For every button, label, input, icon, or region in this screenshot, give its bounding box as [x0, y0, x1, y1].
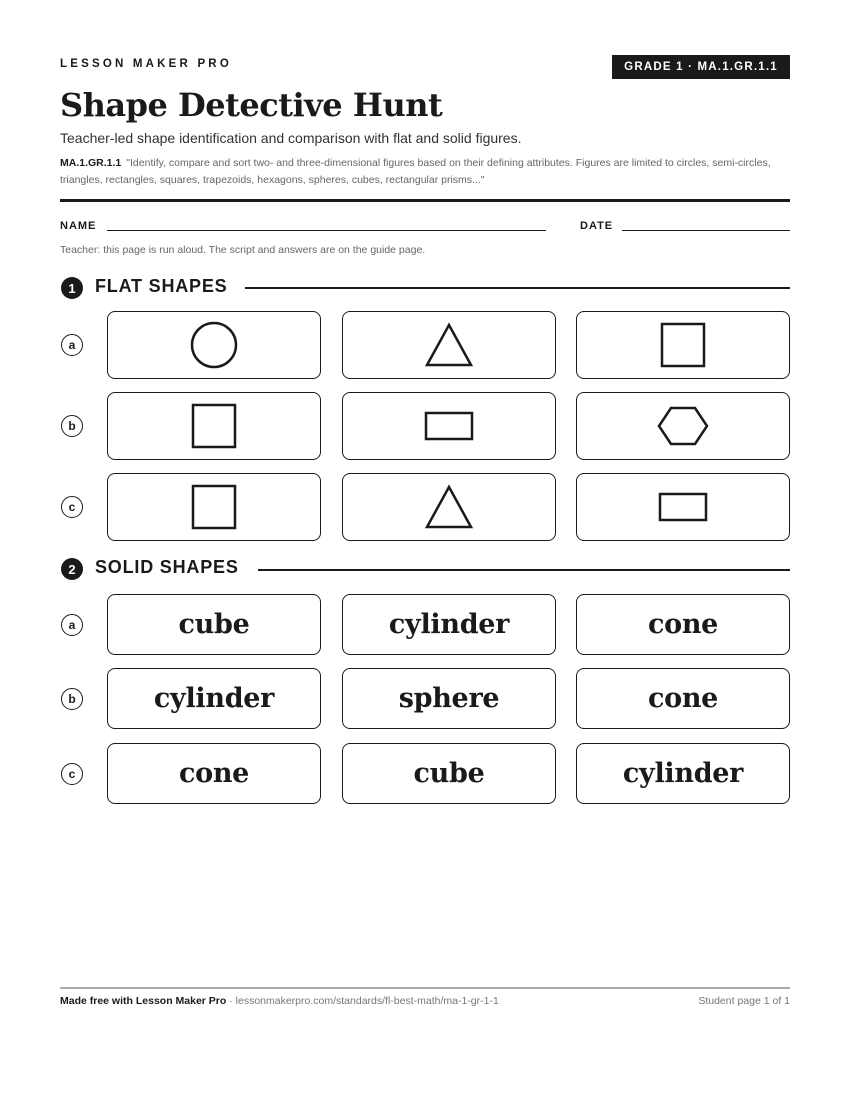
word-card[interactable] [576, 668, 790, 729]
word-card[interactable] [576, 743, 790, 804]
shape-card[interactable] [576, 392, 790, 460]
solid-shape-word: sphere [398, 683, 500, 714]
triangle-icon [424, 322, 474, 368]
footer-page-number: Student page 1 of 1 [698, 995, 790, 1007]
standard-description [60, 155, 790, 189]
word-card[interactable] [107, 594, 321, 655]
section-title-solid-shapes: SOLID SHAPES [95, 557, 239, 577]
circle-icon [189, 320, 239, 370]
row-letter-b: b [61, 415, 83, 437]
word-card[interactable] [342, 743, 556, 804]
page-title: Shape Detective Hunt [60, 86, 443, 124]
footer-divider [60, 987, 790, 989]
section-number-2: 2 [61, 558, 83, 580]
section-number-1: 1 [61, 277, 83, 299]
footer-credit [60, 995, 499, 1007]
page-subtitle: Teacher-led shape identification and comparison with flat and solid figures. [60, 130, 522, 146]
section-divider [245, 287, 790, 289]
word-card[interactable] [576, 594, 790, 655]
brand-name: LESSON MAKER PRO [60, 58, 232, 70]
standard-code: MA.1.GR.1.1 [60, 157, 122, 169]
rectangle-icon [424, 411, 474, 441]
shape-card[interactable] [576, 473, 790, 541]
standard-text: "Identify, compare and sort two- and three-dimensional figures based on their defining attributes. Figures are limited to circles, semi-circles, triangles, rectangles, squares, trapezoids, hexagons, spheres, cubes, rectangular prisms..." [60, 157, 771, 186]
square-icon [660, 322, 706, 368]
hexagon-icon [657, 405, 709, 447]
rectangle-icon [658, 492, 708, 522]
shape-card[interactable] [342, 311, 556, 379]
section-divider [258, 569, 790, 571]
shape-card[interactable] [107, 392, 321, 460]
row-letter-c: c [61, 496, 83, 518]
shape-card[interactable] [342, 473, 556, 541]
shape-card[interactable] [107, 311, 321, 379]
square-icon [191, 403, 237, 449]
shape-card[interactable] [107, 473, 321, 541]
date-label: DATE [580, 220, 614, 232]
teacher-note: Teacher: this page is run aloud. The script and answers are on the guide page. [60, 244, 426, 256]
name-label: NAME [60, 220, 97, 232]
shape-card[interactable] [342, 392, 556, 460]
row-letter-a: a [61, 334, 83, 356]
square-icon [191, 484, 237, 530]
solid-shape-word: cube [413, 758, 485, 789]
solid-shape-word: cone [647, 683, 719, 714]
solid-shape-word: cylinder [388, 609, 510, 640]
section-title-flat-shapes: FLAT SHAPES [95, 276, 228, 296]
shape-card[interactable] [576, 311, 790, 379]
solid-shape-word: cylinder [622, 758, 744, 789]
footer-url[interactable]: · lessonmakerpro.com/standards/fl-best-math/ma-1-gr-1-1 [226, 995, 499, 1007]
triangle-icon [424, 484, 474, 530]
header-divider [60, 199, 790, 202]
footer-made-with: Made free with Lesson Maker Pro [60, 995, 227, 1007]
word-card[interactable] [107, 668, 321, 729]
solid-shape-word: cylinder [153, 683, 275, 714]
word-card[interactable] [107, 743, 321, 804]
row-letter-b: b [61, 688, 83, 710]
word-card[interactable] [342, 668, 556, 729]
grade-badge: GRADE 1 · MA.1.GR.1.1 [612, 55, 790, 79]
date-field[interactable] [622, 230, 790, 231]
solid-shape-word: cone [647, 609, 719, 640]
word-card[interactable] [342, 594, 556, 655]
row-letter-a: a [61, 614, 83, 636]
solid-shape-word: cube [178, 609, 250, 640]
row-letter-c: c [61, 763, 83, 785]
solid-shape-word: cone [178, 758, 250, 789]
name-field[interactable] [107, 230, 546, 231]
